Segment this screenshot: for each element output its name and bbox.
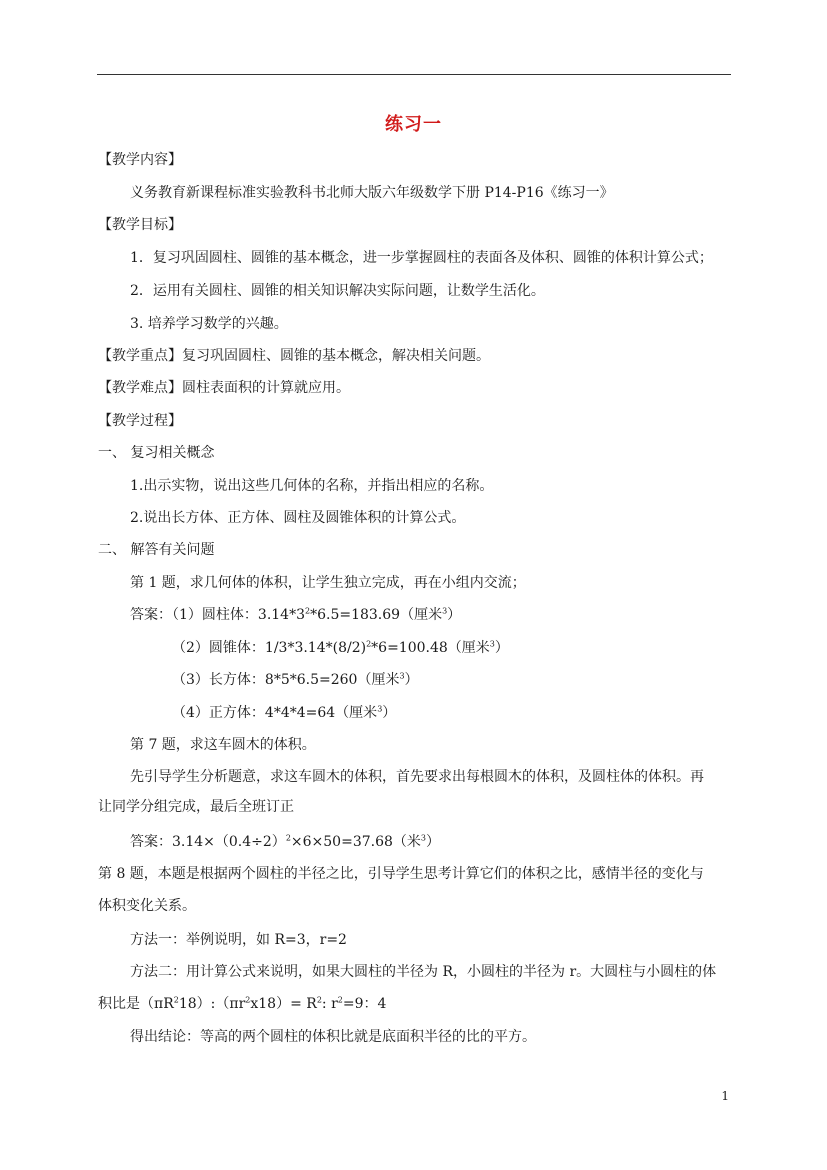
answer-line <box>172 703 396 723</box>
text-run: ） <box>426 834 440 850</box>
superscript: 3 <box>489 639 495 649</box>
text-run: ） <box>447 607 462 623</box>
list-item: 2．运用有关圆柱、圆锥的相关知识解决实际问题，让数学生活化。 <box>130 283 545 299</box>
paragraph: 方法一：举例说明，如 R=3，r=2 <box>130 932 347 948</box>
text-run: 积比是（πR <box>98 996 174 1012</box>
text-run: （2）圆锥体：1/3*3.14*(8/2) <box>172 640 367 656</box>
text-run: ） <box>382 705 397 721</box>
paragraph: 得出结论：等高的两个圆柱的体积比就是底面积半径的比的平方。 <box>130 1029 536 1045</box>
text-run: ×6×50=37.68（米 <box>290 834 421 850</box>
text-run: 答案：3.14×（0.4÷2） <box>130 834 286 850</box>
superscript: 2 <box>173 995 179 1005</box>
superscript: 2 <box>305 606 311 616</box>
paragraph: 体积变化关系。 <box>98 898 196 914</box>
answer-line <box>130 832 440 852</box>
paragraph: 让同学分组完成，最后全班订正 <box>98 799 294 815</box>
text-run: : r <box>321 996 338 1012</box>
text-run: 18）:（πr <box>178 996 246 1012</box>
section-heading: 【教学目标】 <box>98 217 182 233</box>
section-heading: 【教学过程】 <box>98 413 182 429</box>
paragraph: 义务教育新课程标准实验教科书北师大版六年级数学下册 P14-P16《练习一》 <box>130 185 614 201</box>
formula-line <box>98 994 386 1014</box>
paragraph: 先引导学生分析题意，求这车圆木的体积，首先要求出每根圆木的体积，及圆柱体的体积。再 <box>130 769 704 785</box>
answer-line <box>172 638 509 658</box>
paragraph: 【教学难点】圆柱表面积的计算就应用。 <box>98 380 350 396</box>
superscript: 3 <box>377 704 383 714</box>
list-item: 3. 培养学习数学的兴趣。 <box>130 316 288 332</box>
paragraph: 方法二：用计算公式来说明，如果大圆柱的半径为 R，小圆柱的半径为 r。大圆柱与小圆柱的体 <box>130 964 717 980</box>
text-run: x18）= R <box>250 996 317 1012</box>
superscript: 3 <box>420 833 426 843</box>
superscript: 3 <box>399 671 405 681</box>
text-run: ） <box>494 640 509 656</box>
paragraph: 【教学重点】复习巩固圆柱、圆锥的基本概念，解决相关问题。 <box>98 348 490 364</box>
superscript: 2 <box>337 995 343 1005</box>
paragraph: 第 8 题，本题是根据两个圆柱的半径之比，引导学生思考计算它们的体积之比，感情半径的变化与 <box>98 866 704 882</box>
answer-line <box>130 605 461 625</box>
text-run: *6.5=183.69（厘米 <box>310 607 443 623</box>
subheading: 二、 解答有关问题 <box>98 542 215 558</box>
paragraph: 1.出示实物，说出这些几何体的名称，并指出相应的名称。 <box>130 478 494 494</box>
superscript: 2 <box>245 995 251 1005</box>
paragraph: 第 7 题，求这车圆木的体积。 <box>130 737 316 753</box>
paragraph: 2.说出长方体、正方体、圆柱及圆锥体积的计算公式。 <box>130 510 466 526</box>
list-item: 1．复习巩固圆柱、圆锥的基本概念，进一步掌握圆柱的表面各及体积、圆锥的体积计算公式； <box>130 250 713 266</box>
text-run: *6=100.48（厘米 <box>371 640 490 656</box>
header-rule <box>97 74 731 75</box>
answer-line <box>172 670 419 690</box>
text-run: ） <box>404 672 419 688</box>
superscript: 2 <box>316 995 322 1005</box>
subheading: 一、 复习相关概念 <box>98 445 215 461</box>
superscript: 2 <box>285 833 291 843</box>
superscript: 3 <box>442 606 448 616</box>
superscript: 2 <box>366 639 372 649</box>
text-run: 答案：（1）圆柱体：3.14*3 <box>130 607 305 623</box>
text-run: （4）正方体：4*4*4=64（厘米 <box>172 705 378 721</box>
section-heading: 【教学内容】 <box>98 152 182 168</box>
paragraph: 第 1 题，求几何体的体积，让学生独立完成，再在小组内交流； <box>130 575 526 591</box>
text-run: （3）长方体：8*5*6.5=260（厘米 <box>172 672 400 688</box>
page-title: 练习一 <box>385 114 442 135</box>
text-run: =9：4 <box>342 996 387 1012</box>
page-number: 1 <box>721 1089 729 1103</box>
